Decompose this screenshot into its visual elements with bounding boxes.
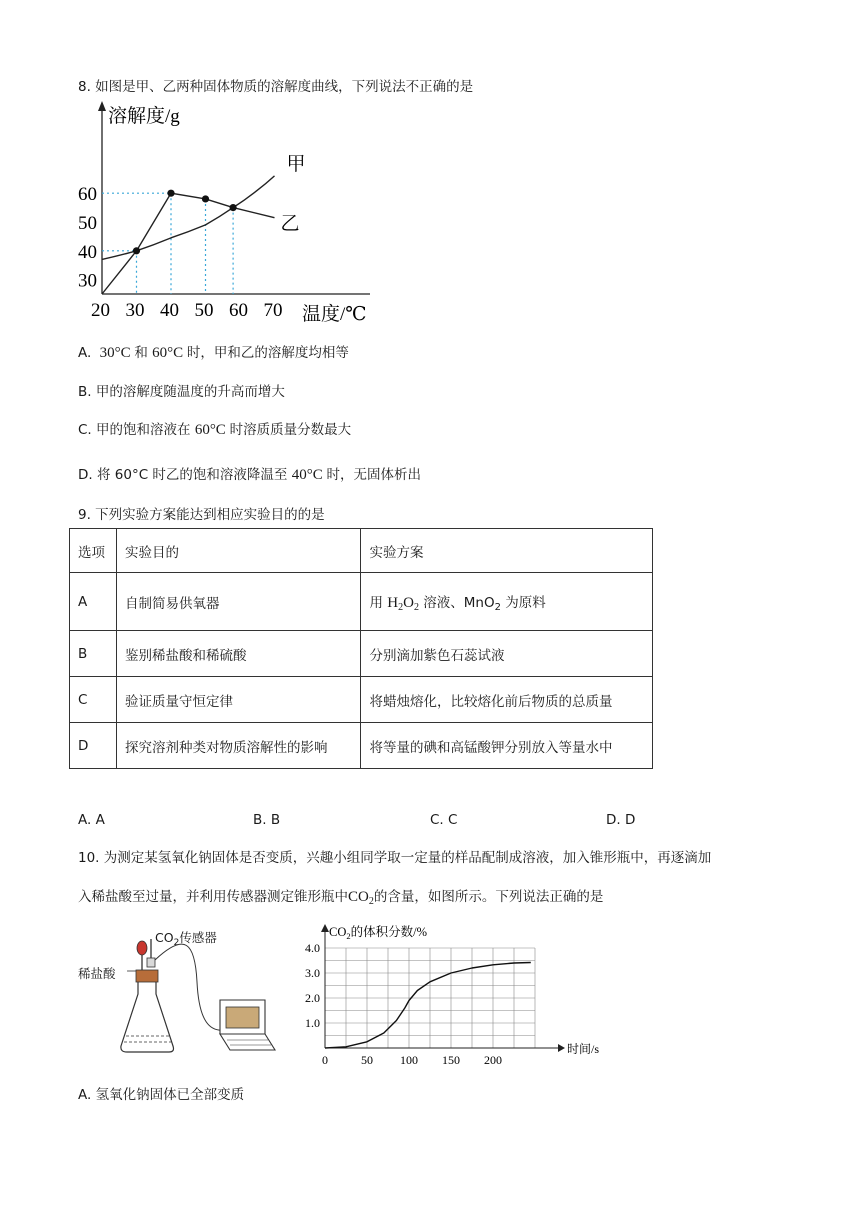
plan-prefix: 用 [369, 594, 383, 611]
option-a-prefix: A. [78, 345, 92, 361]
q8-option-b[interactable]: B. 甲的溶解度随温度的升高而增大 [78, 384, 285, 400]
sensor-cable [155, 944, 225, 1030]
row-plan: 将等量的碘和高锰酸钾分别放入等量水中 [361, 723, 653, 769]
sensor-label: $CO_2$传感器 [155, 930, 217, 948]
series-label: 乙 [280, 213, 300, 235]
deg-unit: °C [209, 422, 226, 438]
q9-choice-d[interactable]: D. D [606, 812, 636, 828]
data-point [133, 247, 140, 254]
y-axis-label: $CO_2$的体积分数/% [329, 925, 428, 941]
y-tick-label: 1.0 [305, 1016, 320, 1030]
row-plan: 将蜡烛熔化，比较熔化前后物质的总质量 [361, 677, 653, 723]
x-tick-label: 40 [160, 300, 179, 321]
header-goal: 实验目的 [116, 529, 361, 573]
solubility-chart [70, 98, 390, 330]
deg-unit: °C [306, 467, 323, 483]
y-tick-label: 3.0 [305, 966, 320, 980]
y-axis-arrow [98, 101, 106, 111]
row-plan: 分别滴加紫色石蕊试液 [361, 631, 653, 677]
y-tick-label: 40 [78, 241, 97, 263]
deg-unit: °C [114, 345, 131, 361]
x-tick-label: 100 [400, 1053, 418, 1067]
series-label: 甲 [286, 153, 306, 175]
deg-unit: °C [167, 345, 184, 361]
temp-30: 30 [99, 345, 115, 361]
apparatus-figure [75, 922, 285, 1062]
q8-stem: 8. 如图是甲、乙两种固体物质的溶解度曲线，下列说法不正确的是 [78, 79, 474, 95]
temp-60: 60 [194, 422, 210, 438]
x-tick-label: 70 [263, 300, 283, 321]
stem2-suffix: 的含量，如图所示。下列说法正确的是 [373, 889, 604, 905]
x-tick-label: 60 [229, 300, 248, 321]
q9-choice-a[interactable]: A. A [78, 812, 105, 828]
x-tick-label: 30 [125, 300, 145, 321]
q10-stem-line2 [78, 885, 603, 907]
y-tick-label: 50 [78, 213, 97, 234]
formula-co2: $CO_2$ [348, 889, 374, 907]
header-option: 选项 [70, 529, 117, 573]
y-tick-label: 60 [78, 184, 97, 206]
x-axis-label: 温度/℃ [302, 304, 367, 325]
acid-label: 稀盐酸 [78, 966, 116, 981]
x-tick-label: 200 [484, 1053, 502, 1067]
x-axis-arrow [558, 1044, 565, 1052]
temp-40: 40 [291, 467, 307, 483]
row-option: B [70, 631, 117, 677]
experiment-table [69, 528, 653, 769]
table-row [70, 677, 653, 723]
q8-option-a[interactable] [78, 341, 349, 362]
row-plan [361, 573, 653, 631]
data-point [167, 190, 174, 197]
data-point [202, 195, 209, 202]
option-d-text: 时，无固体析出 [326, 467, 421, 483]
y-tick-label: 4.0 [305, 941, 320, 955]
q9-stem: 9. 下列实验方案能达到相应实验目的的是 [78, 507, 325, 523]
y-tick-label: 30 [78, 270, 97, 292]
header-plan: 实验方案 [361, 529, 653, 573]
row-goal: 探究溶剂种类对物质溶解性的影响 [116, 723, 361, 769]
row-goal: 验证质量守恒定律 [116, 677, 361, 723]
x-tick-label: 50 [361, 1053, 373, 1067]
row-option: D [70, 723, 117, 769]
x-tick-label: 50 [194, 300, 214, 321]
x-axis-label: 时间/s [567, 1042, 600, 1056]
q9-choice-b[interactable]: B. B [253, 812, 281, 828]
q9-choice-c[interactable]: C. C [430, 812, 458, 828]
laptop-base [220, 1034, 275, 1050]
y-axis-arrow [321, 924, 329, 932]
co2-volume-chart [290, 918, 600, 1068]
stem2-prefix: 入稀盐酸至过量，并利用传感器测定锥形瓶中 [78, 889, 348, 905]
row-option: C [70, 677, 117, 723]
flask-laptop-drawing [75, 922, 285, 1062]
table-row [70, 631, 653, 677]
row-option: A [70, 573, 117, 631]
table-row [70, 723, 653, 769]
table-header-row [70, 529, 653, 573]
option-c-text: 时溶质质量分数最大 [229, 422, 352, 438]
y-tick-label: 2.0 [305, 991, 320, 1005]
y-axis-label: 溶解度/g [108, 106, 180, 127]
x-tick-label: 0 [322, 1053, 328, 1067]
x-tick-label: 20 [91, 300, 110, 321]
flask-stopper [136, 970, 158, 982]
table-row [70, 573, 653, 631]
series-line-jia [102, 176, 275, 260]
option-a-and: 和 [134, 345, 148, 361]
option-c-prefix: C. 甲的饱和溶液在 [78, 422, 191, 438]
plan-suffix: 为原料 [505, 594, 546, 611]
dropper-bulb [137, 941, 147, 955]
q8-option-d[interactable] [78, 463, 421, 484]
option-a-text: 时，甲和乙的溶解度均相等 [186, 345, 349, 361]
plan-mid: 溶液、MnO$_2$ [423, 594, 501, 613]
row-goal: 鉴别稀盐酸和稀硫酸 [116, 631, 361, 677]
formula-h2o2: $H_2O_2$ [387, 594, 419, 613]
co2-curve [325, 963, 531, 1049]
series-line-yi [102, 193, 275, 294]
temp-60: 60 [152, 345, 168, 361]
data-point [230, 204, 237, 211]
option-d-prefix: D. 将 60°C 时乙的饱和溶液降温至 [78, 467, 288, 483]
q10-stem-line1: 10. 为测定某氢氧化钠固体是否变质，兴趣小组同学取一定量的样品配制成溶液，加入锥形瓶中，再逐滴加 [78, 850, 712, 866]
flask [121, 982, 174, 1052]
x-tick-label: 150 [442, 1053, 460, 1067]
q10-option-a[interactable]: A. 氢氧化钠固体已全部变质 [78, 1087, 245, 1103]
row-goal: 自制简易供氧器 [116, 573, 361, 631]
q8-option-c[interactable] [78, 418, 351, 439]
